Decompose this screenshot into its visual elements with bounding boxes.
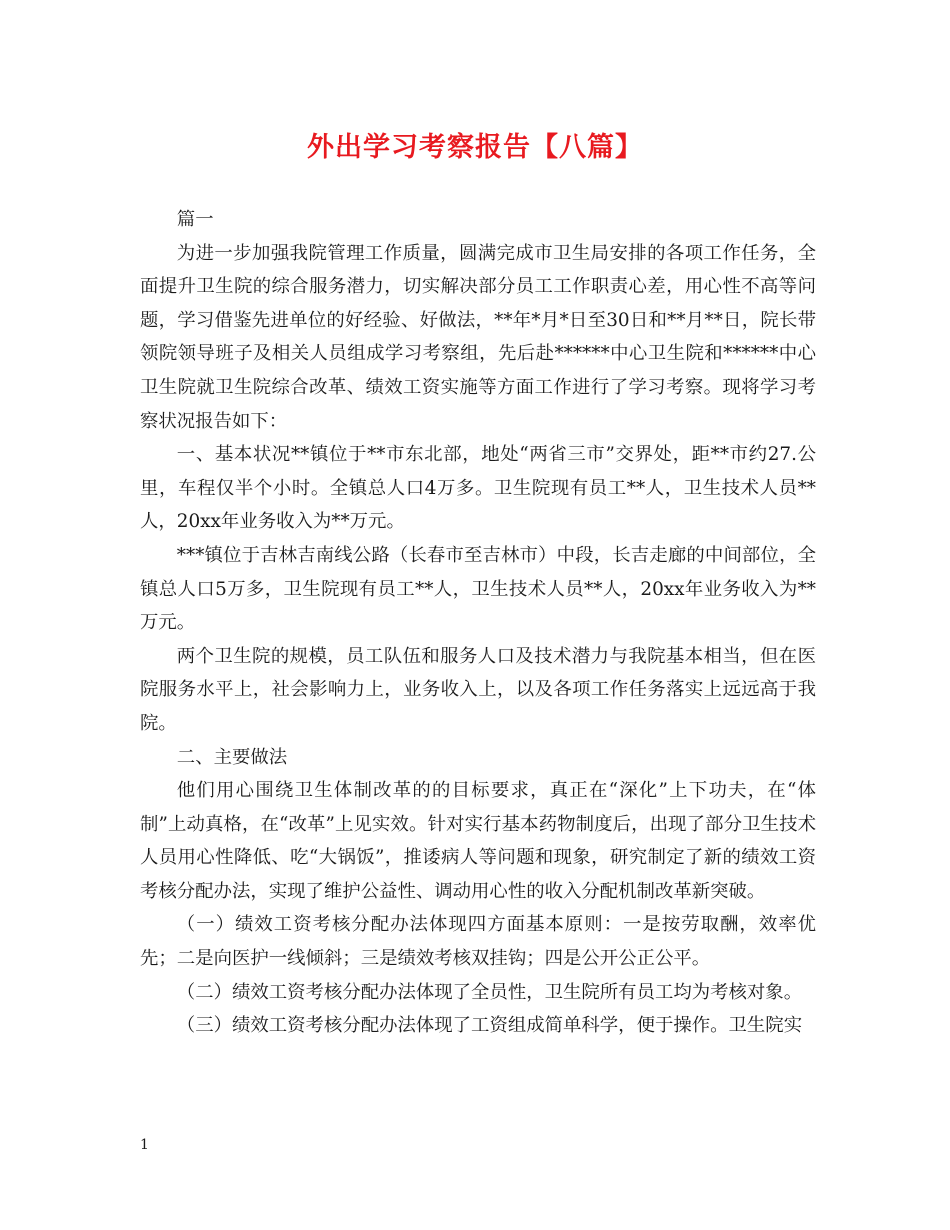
paragraph: 一、基本状况**镇位于**市东北部，地处“两省三市”交界处，距**市约27.公里，车程仅半个小时。全镇总人口4万多。卫生院现有员工**人，卫生技术人员**人，20xx年业务收入为**万元。 <box>140 444 816 533</box>
paragraph: ***镇位于吉林吉南线公路（长春市至吉林市）中段，长吉走廊的中间部位，全镇总人口5万多，卫生院现有员工**人，卫生技术人员**人，20xx年业务收入为**万元。 <box>140 544 816 634</box>
paragraph: （三）绩效工资考核分配办法体现了工资组成简单科学，便于操作。卫生院实 <box>176 1015 803 1037</box>
document-body <box>140 203 816 1043</box>
paragraph: （一）绩效工资考核分配办法体现四方面基本原则：一是按劳取酬，效率优先；二是向医护一线倾斜；三是绩效考核双挂钩；四是公开公正公平。 <box>140 914 816 970</box>
paragraph: 他们用心围绕卫生体制改革的的目标要求，真正在“深化”上下功夫，在“体制”上动真格，在“改革”上见实效。针对实行基本药物制度后，出现了部分卫生技术人员用心性降低、吃“大锅饭”，推诿病人等问题和现象，研究制定了新的绩效工资考核分配办法，实现了维护公益性、调动用心性的收入分配机制改革新突破。 <box>140 780 816 902</box>
document-title: 外出学习考察报告【八篇】 <box>307 132 643 163</box>
page-number: 1 <box>140 1137 149 1153</box>
section-label: 篇一 <box>176 209 214 230</box>
paragraph: 为进一步加强我院管理工作质量，圆满完成市卫生局安排的各项工作任务，全面提升卫生院的综合服务潜力，切实解决部分员工工作职责心差，用心性不高等问题，学习借鉴先进单位的好经验、好做法，**年*月*日至30日和**月**日，院长带领院领导班子及相关人员组成学习考察组，先后赴******中心卫生院和******中心卫生院就卫生院综合改革、绩效工资实施等方面工作进行了学习考察。现将学习考察状况报告如下： <box>140 242 816 432</box>
paragraph: （二）绩效工资考核分配办法体现了全员性，卫生院所有员工均为考核对象。 <box>176 981 803 1003</box>
paragraph: 两个卫生院的规模，员工队伍和服务人口及技术潜力与我院基本相当，但在医院服务水平上，社会影响力上，业务收入上，以及各项工作任务落实上远远高于我院。 <box>140 645 816 734</box>
section-heading: 二、主要做法 <box>176 746 288 768</box>
